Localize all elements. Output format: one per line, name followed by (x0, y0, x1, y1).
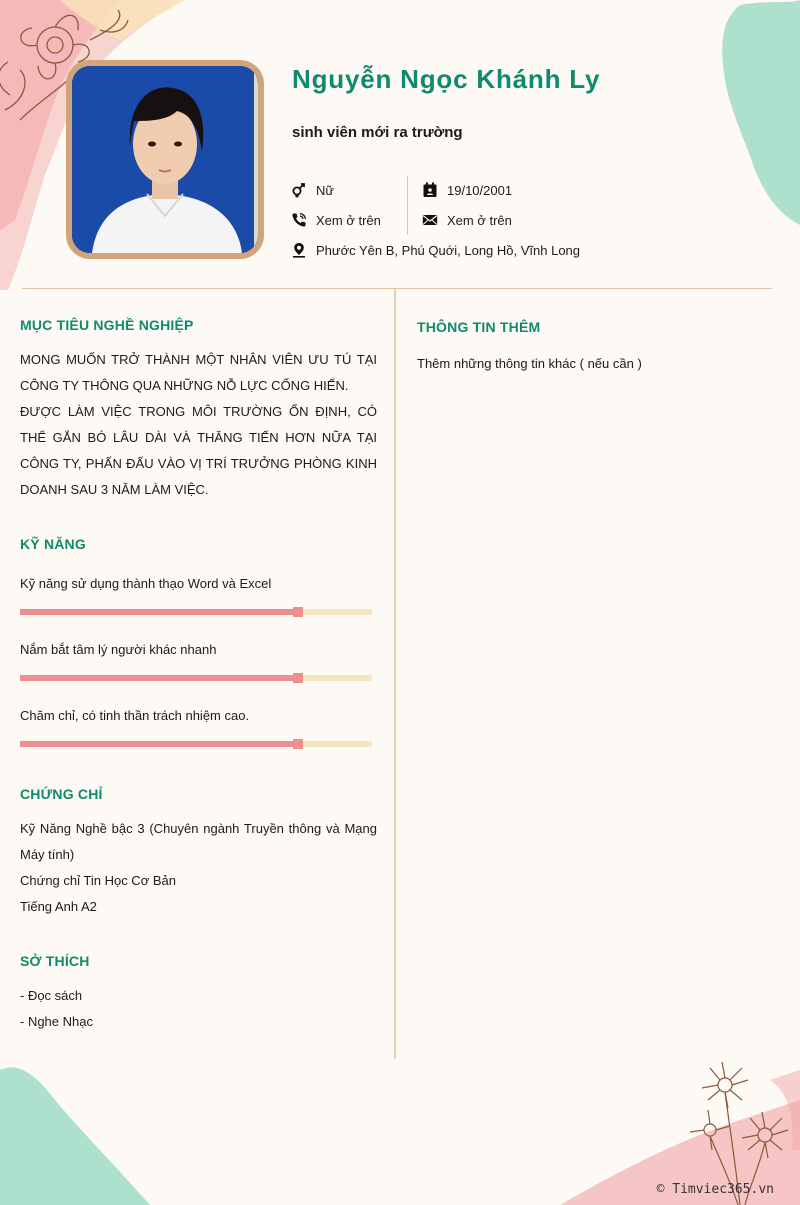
phone-value: Xem ở trên (316, 212, 381, 228)
phone-icon (291, 212, 307, 228)
email-info (422, 212, 512, 228)
skill-bar-fill (20, 741, 298, 747)
bottom-left-watercolor-decoration (0, 1060, 160, 1205)
skill-label: Kỹ năng sử dụng thành thạo Word và Excel (20, 576, 272, 591)
certificates-list (20, 816, 377, 920)
certificate-item: Kỹ Năng Nghề bậc 3 (Chuyên ngành Truyền thông và Mạng Máy tính) (20, 821, 377, 862)
skill-label: Chăm chỉ, có tinh thần trách nhiệm cao. (20, 708, 250, 723)
calendar-icon (422, 182, 438, 198)
info-divider (407, 176, 408, 235)
objective-text (20, 347, 377, 503)
objective-line: ĐƯỢC LÀM VIỆC TRONG MÔI TRƯỜNG ỔN ĐỊNH, CÓ THỂ GẮN BÓ LÂU DÀI VÀ THĂNG TIẾN HƠN NỮA TẠI CÔNG TY, PHẤN ĐẤU VÀO VỊ TRÍ TRƯỞNG PHÒNG KINH DOANH SAU 3 NĂM LÀM VIỆC. (20, 404, 377, 497)
certificate-item: Tiếng Anh A2 (20, 899, 97, 914)
skill-bar-knob (293, 607, 303, 617)
header-divider (22, 288, 772, 289)
extra-info-title: THÔNG TIN THÊM (417, 319, 541, 335)
email-icon (422, 212, 438, 228)
skill-bar (20, 675, 372, 681)
watermark: © Timviec365.vn (656, 1182, 774, 1197)
top-right-watercolor-decoration (710, 0, 800, 230)
objective-line: MONG MUỐN TRỞ THÀNH MỘT NHÂN VIÊN ƯU TÚ TẠI CÔNG TY THÔNG QUA NHỮNG NỖ LỰC CỐNG HIẾN. (20, 352, 377, 393)
skill-bar (20, 741, 372, 747)
certificate-item: Chứng chỉ Tin Học Cơ Bản (20, 873, 176, 888)
hobby-item: - Nghe Nhạc (20, 1014, 93, 1029)
skill-label: Nắm bắt tâm lý người khác nhanh (20, 642, 217, 657)
address-info (291, 242, 580, 258)
skills-title: KỸ NĂNG (20, 536, 86, 552)
address-value: Phước Yên B, Phú Quới, Long Hồ, Vĩnh Long (316, 242, 581, 258)
birthday-info (422, 182, 512, 198)
column-divider (394, 289, 396, 1059)
objective-title: MỤC TIÊU NGHỀ NGHIỆP (20, 317, 194, 333)
phone-info (291, 212, 381, 228)
skill-bar-fill (20, 675, 298, 681)
skill-bar-fill (20, 609, 298, 615)
email-value: Xem ở trên (447, 212, 512, 228)
skill-bar (20, 609, 372, 615)
location-icon (291, 242, 307, 258)
extra-info-text: Thêm những thông tin khác ( nếu cần ) (417, 356, 642, 371)
hobby-item: - Đọc sách (20, 988, 83, 1003)
candidate-name: Nguyễn Ngọc Khánh Ly (292, 64, 601, 94)
gender-icon (291, 182, 307, 198)
hobbies-title: SỞ THÍCH (20, 953, 90, 969)
certificates-title: CHỨNG CHỈ (20, 786, 103, 802)
skill-bar-knob (293, 739, 303, 749)
skill-bar-knob (293, 673, 303, 683)
gender-info (291, 182, 334, 198)
gender-value: Nữ (316, 182, 335, 198)
hobbies-list (20, 983, 93, 1035)
profile-photo (66, 60, 264, 259)
job-title: sinh viên mới ra trường (292, 124, 463, 141)
birthday-value: 19/10/2001 (447, 182, 513, 198)
